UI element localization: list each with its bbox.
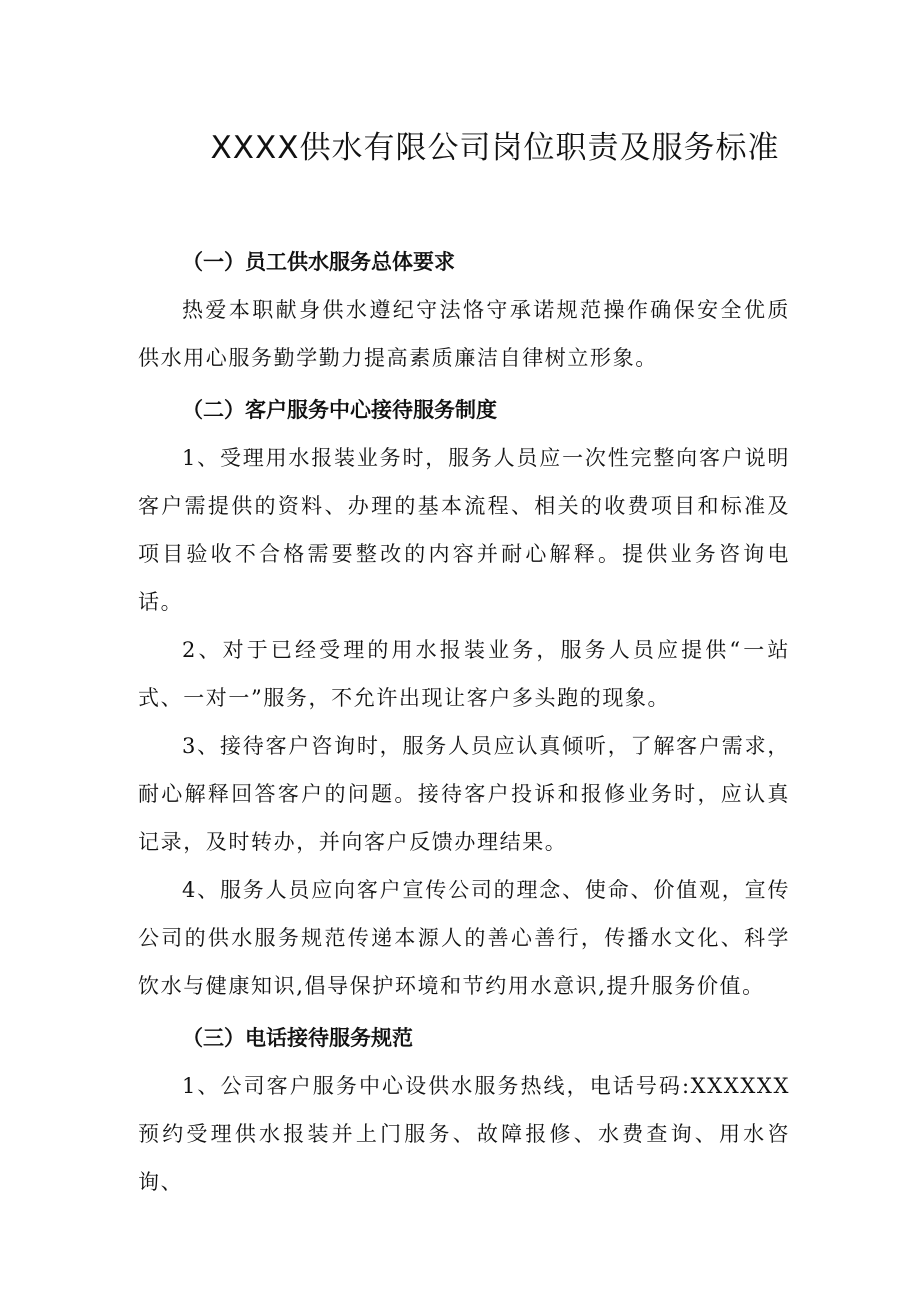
section-heading: （一）员工供水服务总体要求 — [182, 250, 455, 274]
section-heading: （三）电话接待服务规范 — [182, 1026, 413, 1050]
paragraph: 1、受理用水报装业务时，服务人员应一次性完整向客户说明客户需提供的资料、办理的基本流程、相关的收费项目和标准及项目验收不合格需要整改的内容并耐心解释。提供业务咨询电话。 — [138, 446, 790, 614]
paragraph: 3、接待客户咨询时，服务人员应认真倾听，了解客户需求，耐心解释回答客户的问题。接待客户投诉和报修业务时，应认真记录，及时转办，并向客户反馈办理结果。 — [138, 734, 790, 854]
paragraph: 热爱本职献身供水遵纪守法恪守承诺规范操作确保安全优质供水用心服务勤学勤力提高素质廉洁自律树立形象。 — [138, 298, 790, 370]
section-phone-service — [138, 1014, 790, 1206]
section-heading: （二）客户服务中心接待服务制度 — [182, 398, 497, 422]
paragraph: 4、服务人员应向客户宣传公司的理念、使命、价值观，宣传公司的供水服务规范传递本源人的善心善行，传播水文化、科学饮水与健康知识,倡导保护环境和节约用水意识,提升服务价值。 — [138, 878, 790, 998]
paragraph: 2、对于已经受理的用水报装业务，服务人员应提供“一站式、一对一”服务，不允许出现让客户多头跑的现象。 — [138, 638, 790, 710]
paragraph: 1、公司客户服务中心设供水服务热线，电话号码:XXXXXX预约受理供水报装并上门服务、故障报修、水费查询、用水咨询、 — [138, 1074, 790, 1194]
document-title: XXXX供水有限公司岗位职责及服务标准 — [210, 130, 780, 166]
section-general-requirements — [138, 238, 790, 382]
section-reception-rules — [138, 386, 790, 1010]
document-body — [138, 238, 790, 1206]
